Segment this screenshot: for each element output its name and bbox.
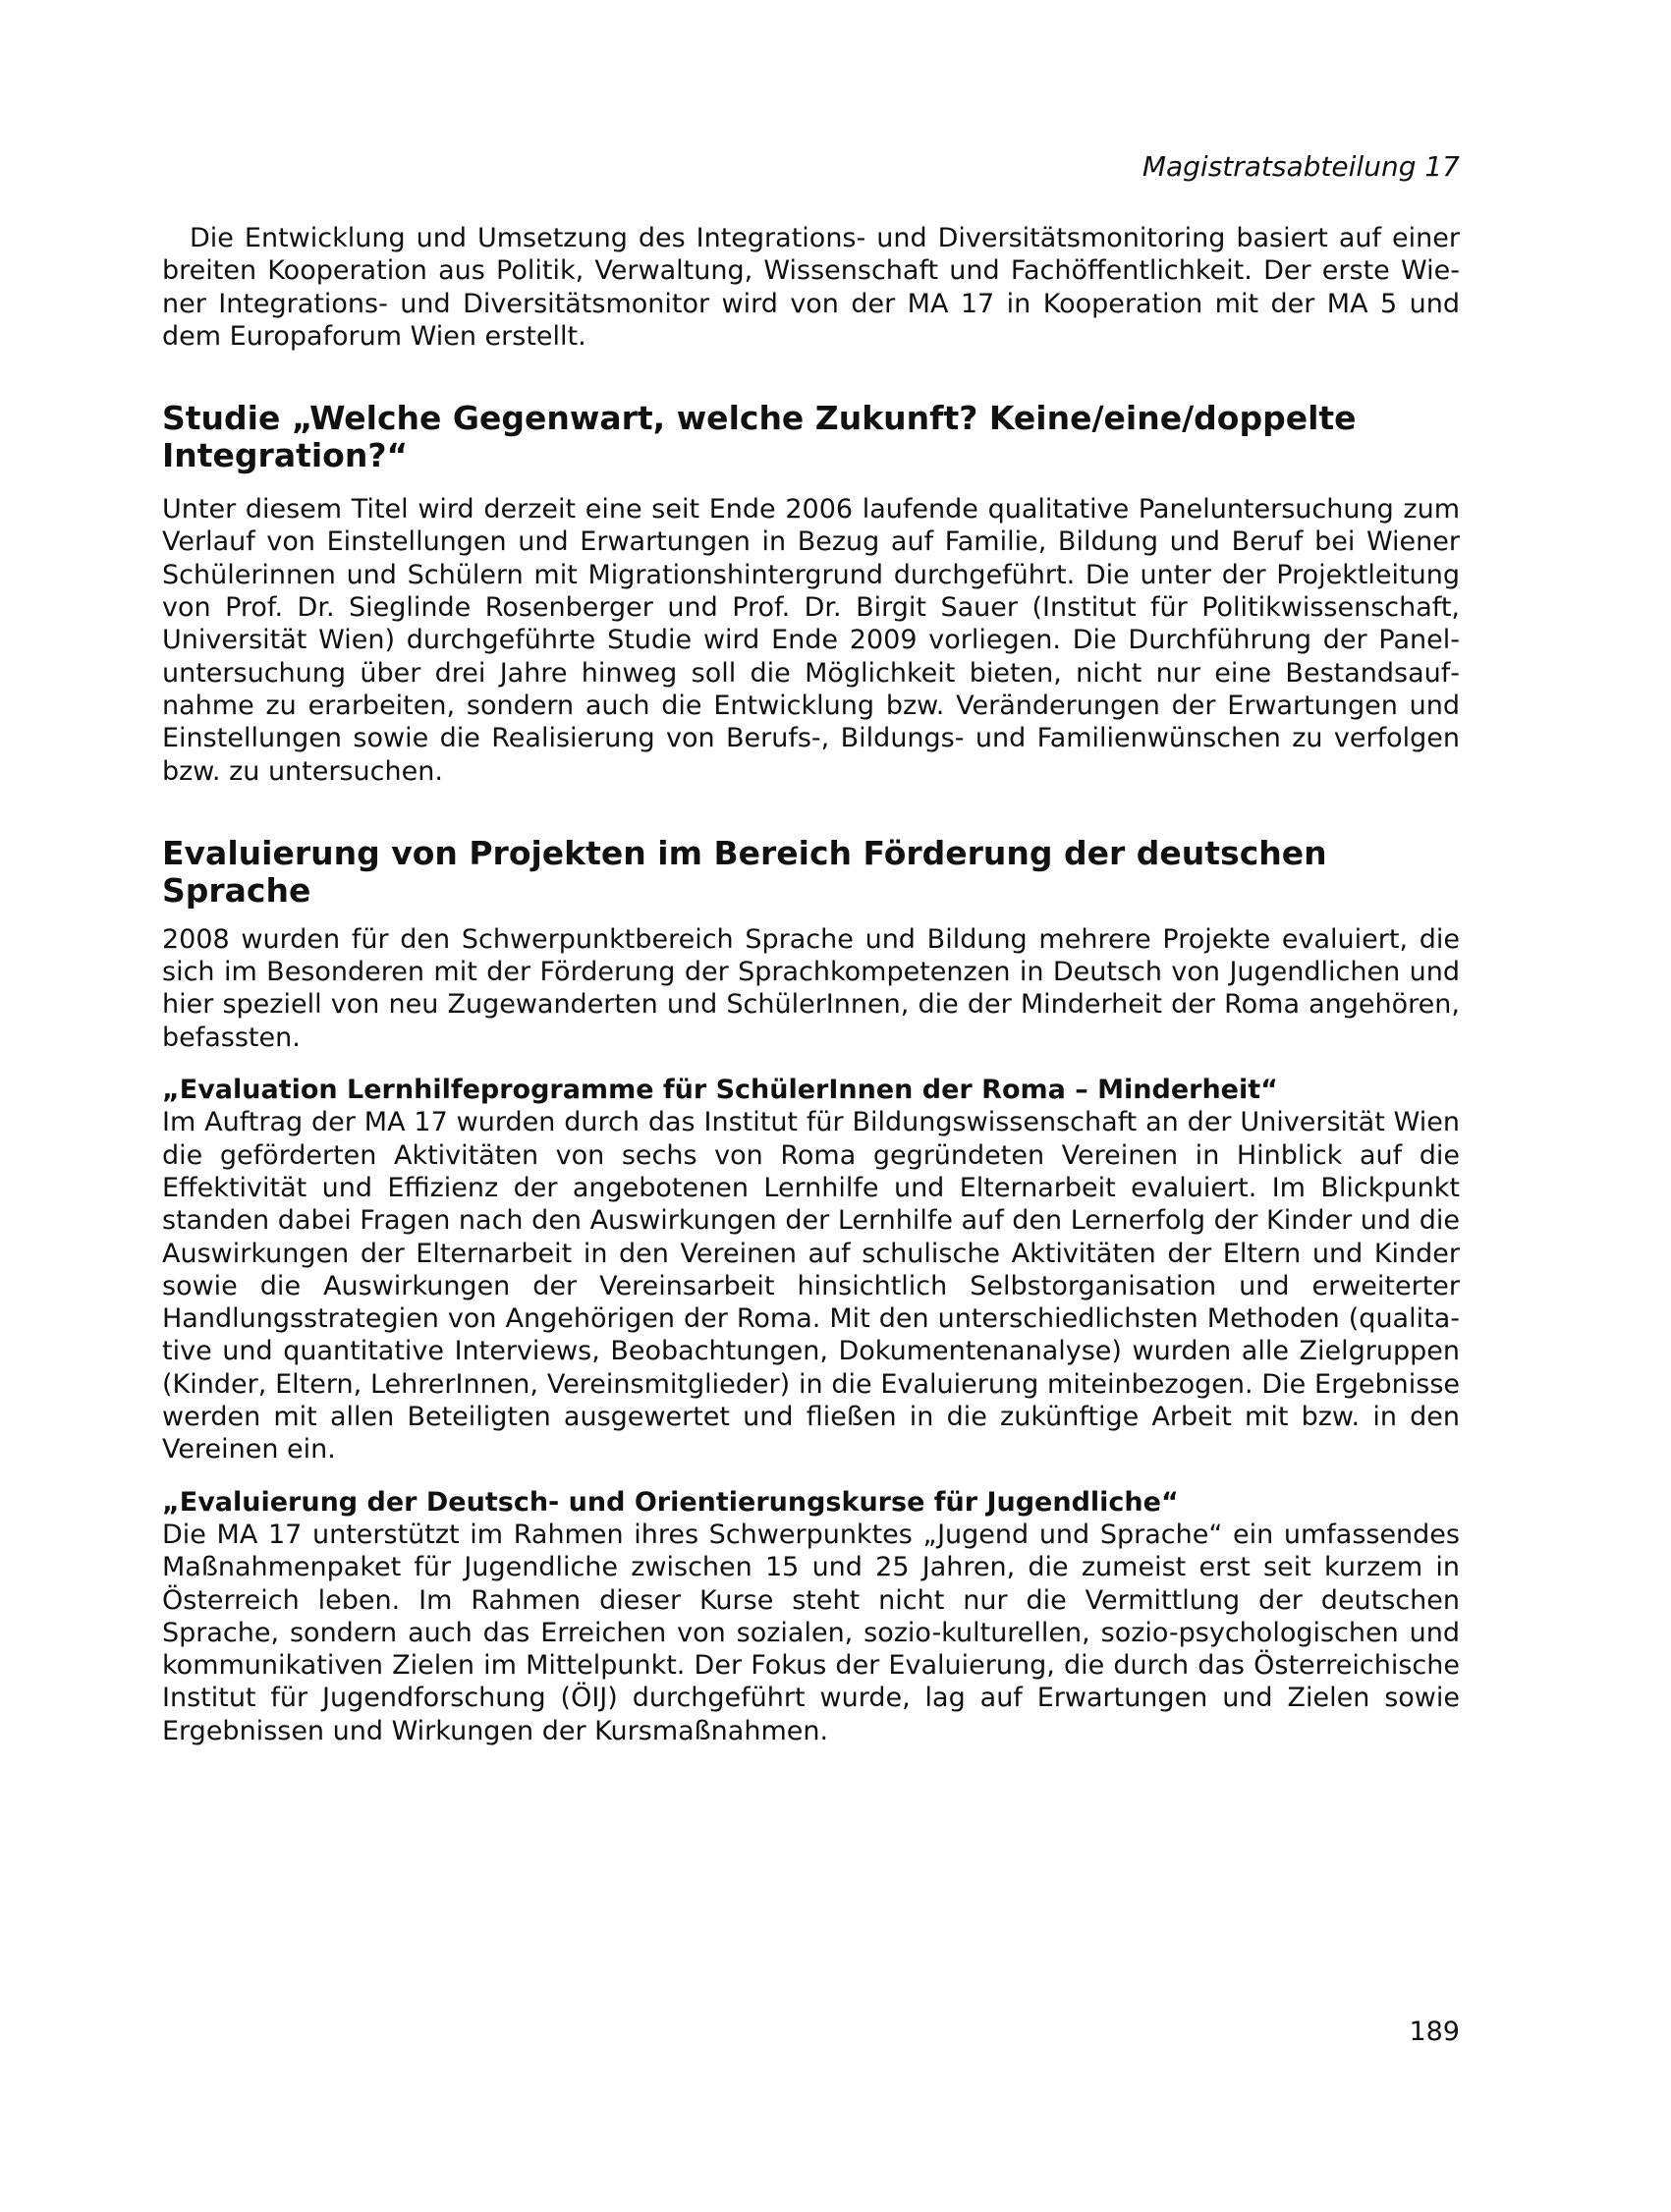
- page-content: [162, 222, 1460, 1747]
- courses-evaluation-subheading: „Evaluierung der Deutsch- und Orientierungskurse für Jugendliche“: [162, 1486, 1179, 1518]
- evaluation-paragraph: 2008 wurden für den Schwerpunktbereich Sprache und Bildung mehrere Projekte evaluiert, die sich im Besonderen mit der Förderung der Sprachkompetenzen in Deutsch von Jugendlichen und hier speziell von neu Zugewanderten und SchülerInnen, die der Minderheit der Roma angehören, befassten.: [162, 923, 1460, 1053]
- courses-evaluation-paragraph: Die MA 17 unterstützt im Rahmen ihres Schwerpunktes „Jugend und Sprache“ ein umfassendes Maßnahmenpaket für Jugendliche zwischen 15 und 25 Jahren, die zumeist erst seit kurzem in Österreich leben. Im Rahmen dieser Kurse steht nicht nur die Vermittlung der deutschen Sprache, sondern auch das Erreichen von sozialen, sozio-kulturellen, sozio-psychologischen und kommunikativen Zielen im Mittelpunkt. Der Fokus der Evaluierung, die durch das Österreichische Institut für Jugendforschung (ÖIJ) durchgeführt wurde, lag auf Erwartungen und Zielen sowie Ergebnissen und Wirkungen der Kursmaßnahmen.: [162, 1519, 1460, 1746]
- page-number: 189: [1409, 2017, 1460, 2047]
- roma-evaluation-paragraph: Im Auftrag der MA 17 wurden durch das Institut für Bildungswissenschaft an der Universität Wien die geförderten Aktivitäten von sechs von Roma gegründeten Vereinen in Hinblick auf die Effektivität und Effizienz der angebotenen Lernhilfe und Elternarbeit evaluiert. Im Blickpunkt standen dabei Fragen nach den Auswirkungen der Lernhilfe auf den Lernerfolg der Kinder und die Auswirkungen der Elternarbeit in den Vereinen auf schulische Aktivitäten der Eltern und Kinder sowie die Auswirkungen der Vereinsarbeit hinsichtlich Selbstorganisation und erweiterter Handlungsstrategien von Angehörigen der Roma. Mit den unterschiedlichsten Methoden (qualitative und quantitative Interviews, Beobachtungen, Dokumentenanalyse) wurden alle Zielgruppen (Kinder, Eltern, LehrerInnen, Vereinsmitglieder) in die Evaluierung miteinbezogen. Die Ergebnisse werden mit allen Beteiligten ausgewertet und fließen in die zukünftige Arbeit mit bzw. in den Vereinen ein.: [162, 1107, 1460, 1465]
- study-heading: Studie „Welche Gegenwart, welche Zukunft? Keine/eine/doppelte Integration?“: [162, 399, 1357, 475]
- running-header: Magistratsabteilung 17: [1142, 150, 1460, 183]
- evaluation-heading: Evaluierung von Projekten im Bereich Förderung der deutschen Sprache: [162, 833, 1327, 910]
- study-paragraph: Unter diesem Titel wird derzeit eine seit Ende 2006 laufende qualitative Paneluntersuchung zum Verlauf von Einstellungen und Erwartungen in Bezug auf Familie, Bildung und Beruf bei Wiener Schülerinnen und Schülern mit Migrationshintergrund durchgeführt. Die unter der Projektleitung von Prof. Dr. Sieglinde Rosenberger und Prof. Dr. Birgit Sauer (Institut für Politikwissenschaft, Universität Wien) durchgeführte Studie wird Ende 2009 vorliegen. Die Durchführung der Paneluntersuchung über drei Jahre hinweg soll die Möglichkeit bieten, nicht nur eine Bestandsaufnahme zu erarbeiten, sondern auch die Entwicklung bzw. Veränderungen der Erwartungen und Einstellungen sowie die Realisierung von Berufs-, Bildungs- und Familienwünschen zu verfolgen bzw. zu untersuchen.: [162, 494, 1460, 787]
- intro-paragraph: Die Entwicklung und Umsetzung des Integrations- und Diversitätsmonitoring basiert auf einer breiten Kooperation aus Politik, Verwaltung, Wissenschaft und Fachöffentlichkeit. Der erste Wiener Integrations- und Diversitätsmonitor wird von der MA 17 in Kooperation mit der MA 5 und dem Europaforum Wien erstellt.: [162, 223, 1460, 352]
- roma-evaluation-subheading: „Evaluation Lernhilfeprogramme für SchülerInnen der Roma – Minderheit“: [162, 1075, 1278, 1106]
